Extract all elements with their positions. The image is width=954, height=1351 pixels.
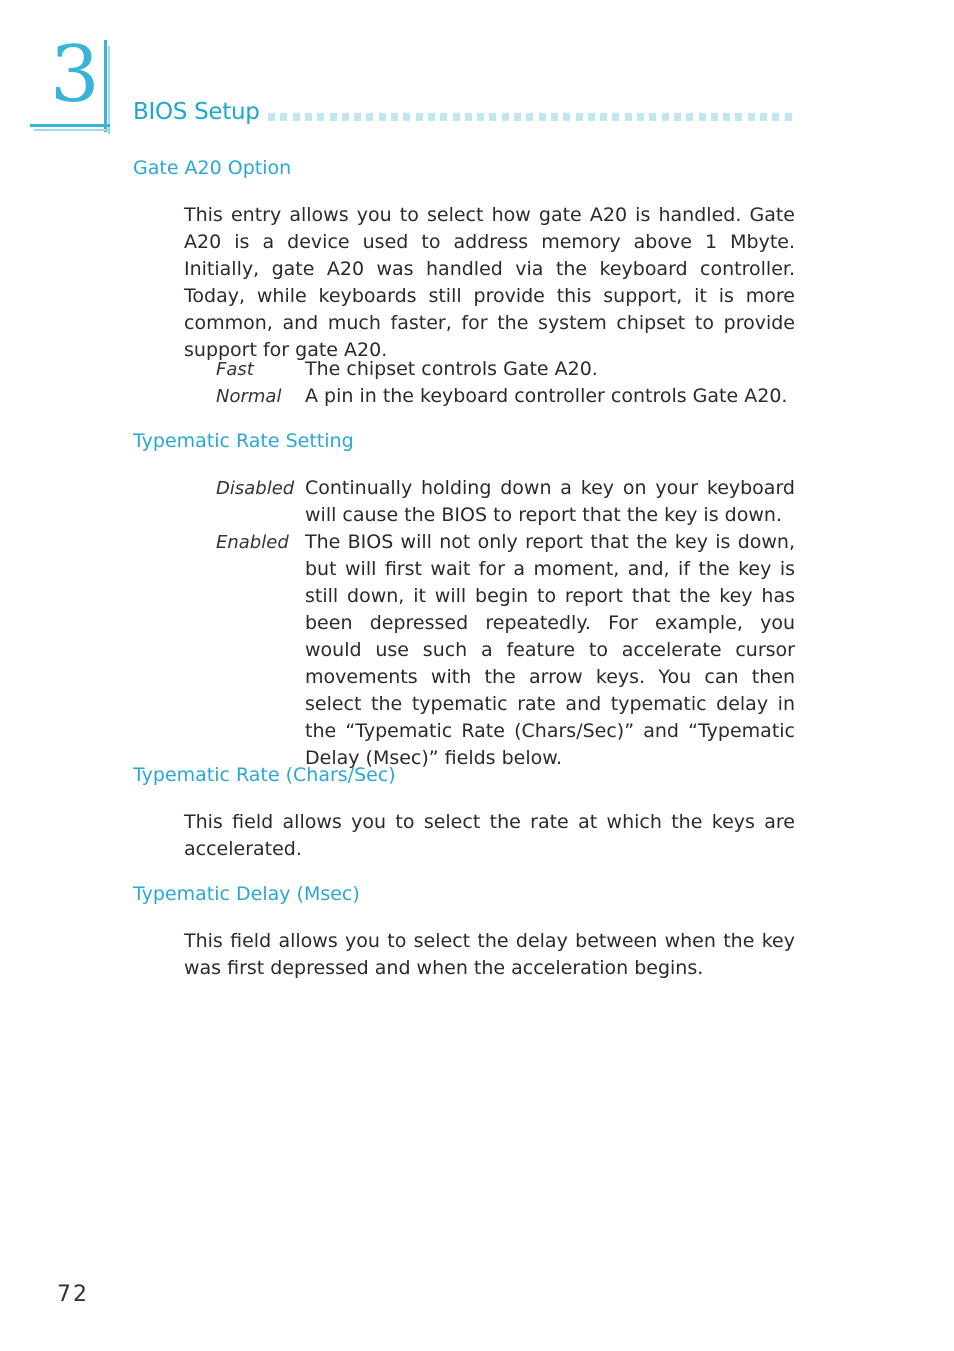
section-body: This field allows you to select the delay between when the key was first depressed and when the acceleration begins.	[184, 930, 795, 979]
option-description: A pin in the keyboard controller controls Gate A20.	[305, 385, 788, 407]
header-dot	[539, 113, 546, 121]
header-dot-rule	[268, 113, 798, 123]
header-dot	[711, 113, 718, 121]
header-dot	[403, 113, 410, 121]
header-dot	[662, 113, 669, 121]
header-dot	[723, 113, 730, 121]
header-dot	[280, 113, 287, 121]
option-description: The chipset controls Gate A20.	[305, 358, 598, 380]
header-dot	[760, 113, 767, 121]
section-heading: Gate A20 Option	[133, 157, 292, 179]
header-dot	[699, 113, 706, 121]
header-dot	[502, 113, 509, 121]
header-dot	[330, 113, 337, 121]
option-description: Continually holding down a key on your keyboard will cause the BIOS to report that the key is down.	[305, 477, 795, 526]
section-body: This entry allows you to select how gate A20 is handled. Gate A20 is a device used to address memory above 1 Mbyte. Initially, gate A20 was handled via the keyboard controller. Today, while keyboards still provide this support, it is more common, and much faster, for the system chipset to provide support for gate A20.	[184, 204, 795, 361]
section-heading: Typematic Rate Setting	[133, 430, 354, 452]
section-heading: Typematic Delay (Msec)	[133, 883, 360, 905]
option-term: Enabled	[216, 532, 289, 553]
header-dot	[514, 113, 521, 121]
header-dot	[785, 113, 792, 121]
header-dot	[379, 113, 386, 121]
header-dot	[268, 113, 275, 121]
header-dot	[453, 113, 460, 121]
chapter-title: BIOS Setup	[133, 99, 260, 125]
header-dot	[576, 113, 583, 121]
header-dot	[649, 113, 656, 121]
header-dot	[428, 113, 435, 121]
header-dot	[342, 113, 349, 121]
header-dot	[735, 113, 742, 121]
header-dot	[563, 113, 570, 121]
header-dot	[489, 113, 496, 121]
option-term: Normal	[216, 386, 282, 407]
header-dot	[354, 113, 361, 121]
header-dot	[637, 113, 644, 121]
header-dot	[674, 113, 681, 121]
section-heading: Typematic Rate (Chars/Sec)	[133, 764, 396, 786]
header-dot	[416, 113, 423, 121]
header-dot	[772, 113, 779, 121]
header-dot	[748, 113, 755, 121]
header-dot	[551, 113, 558, 121]
header-dot	[366, 113, 373, 121]
header-dot	[391, 113, 398, 121]
header-dot	[526, 113, 533, 121]
option-term: Fast	[216, 359, 254, 380]
section-body: This field allows you to select the rate at which the keys are accelerated.	[184, 811, 795, 860]
option-description: The BIOS will not only report that the key is down, but will first wait for a moment, and, if the key is still down, it will begin to report that the key has been depressed repeatedly. For example, you would use such a feature to accelerate cursor movements with the arrow keys. You can then select the typematic rate and typematic delay in the “Typematic Rate (Chars/Sec)” and “Typematic Delay (Msec)” fields below.	[305, 531, 795, 769]
header-dot	[625, 113, 632, 121]
page-number: 72	[57, 1282, 89, 1307]
chapter-number: 3	[50, 30, 100, 120]
header-dot	[305, 113, 312, 121]
header-dot	[686, 113, 693, 121]
header-dot	[600, 113, 607, 121]
option-term: Disabled	[216, 478, 295, 499]
header-dot	[440, 113, 447, 121]
header-dot	[588, 113, 595, 121]
header-dot	[612, 113, 619, 121]
header-dot	[465, 113, 472, 121]
header-dot	[477, 113, 484, 121]
header-dot	[293, 113, 300, 121]
header-dot	[317, 113, 324, 121]
